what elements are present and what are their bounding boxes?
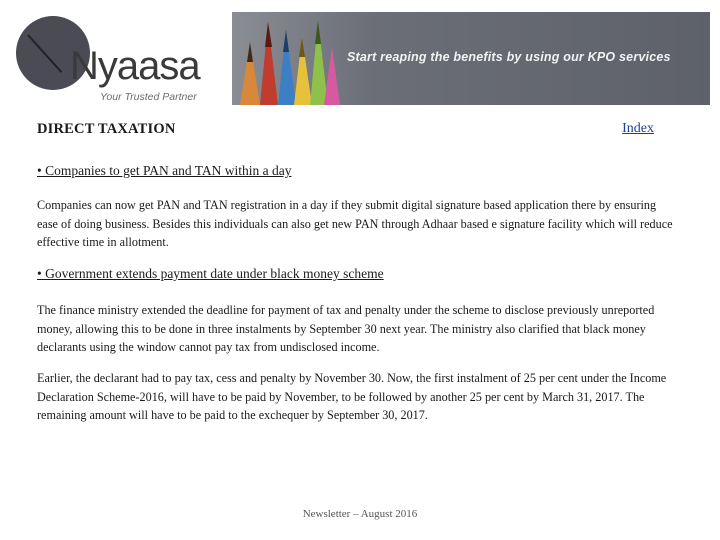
index-link[interactable]: Index (622, 121, 654, 136)
news-paragraph: The finance ministry extended the deadline for payment of tax and penalty under the scheme to disclose previously unreported money, allowing this to be done in three instalments by September 30 next year. The ministry also clarified that black money declarants using the window cannot pay tax from undisclosed income. (37, 303, 655, 354)
header-banner (232, 12, 710, 105)
news-paragraph: Companies can now get PAN and TAN registration in a day if they submit digital signature based application there by ensuring ease of doing business. Besides this individuals can also get new PAN through Adhaar based e signature facility which will reduce effective time in allotment. (37, 198, 673, 249)
logo-wordmark: Nyaasa (70, 44, 200, 88)
company-logo (12, 12, 217, 107)
banner-slogan: Start reaping the benefits by using our KPO services (347, 50, 671, 64)
section-heading: DIRECT TAXATION (37, 121, 176, 137)
news-headline: • Government extends payment date under black money scheme (37, 266, 384, 281)
page-footer (0, 508, 720, 520)
news-paragraph: Earlier, the declarant had to pay tax, cess and penalty by November 30. Now, the first instalment of 25 per cent under the Income Declaration Scheme-2016, will have to be paid by November, to be followed by another 25 per cent by March 31, 2017. The remaining amount will have to be paid to the exchequer by September 30, 2017. (37, 371, 667, 422)
pencils-illustration (232, 12, 342, 105)
news-headline: • Companies to get PAN and TAN within a day (37, 163, 292, 178)
footer-text: Newsletter – August 2016 (302, 508, 418, 520)
logo-tagline: Your Trusted Partner (100, 91, 197, 103)
